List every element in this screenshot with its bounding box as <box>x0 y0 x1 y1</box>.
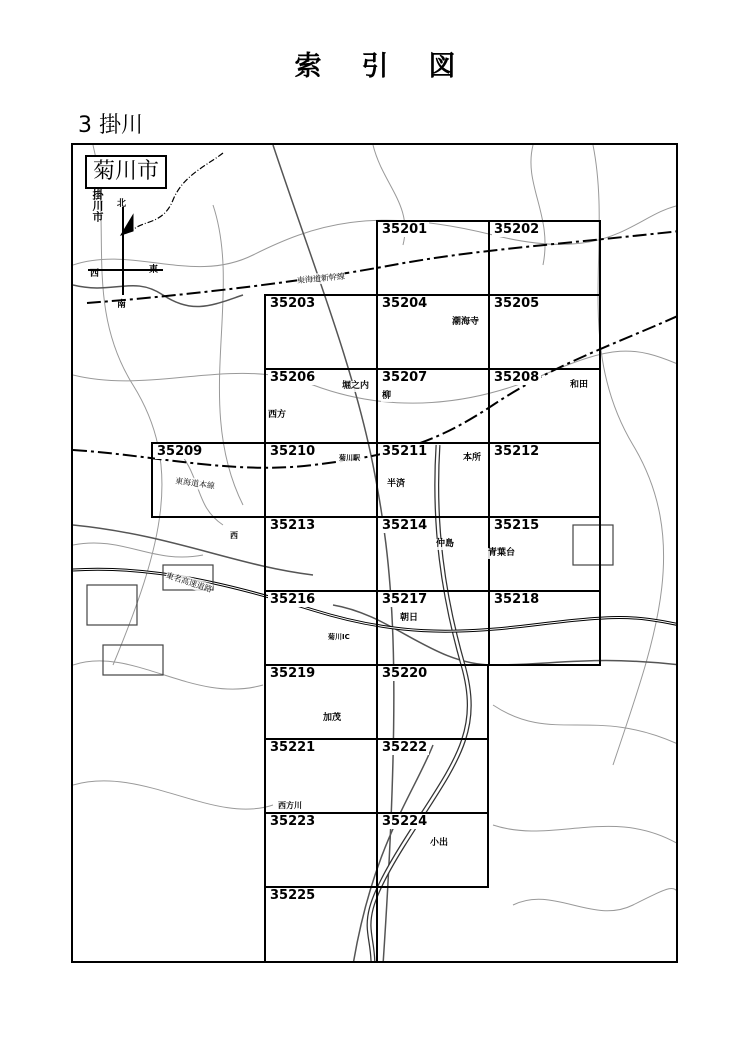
tile-label: 35204 <box>382 296 428 311</box>
place-honjo: 本所 <box>463 453 482 463</box>
tile-35207[interactable] <box>376 368 490 444</box>
tile-label: 35202 <box>494 222 540 237</box>
tile-35204[interactable] <box>376 294 490 370</box>
place-nishikata-river: 西方川 <box>278 801 302 810</box>
neighbor-city-label: 掛川市 <box>91 189 104 222</box>
tile-label: 35223 <box>270 814 316 829</box>
tile-35206[interactable] <box>264 368 378 444</box>
place-aobadai: 青葉台 <box>488 548 516 558</box>
tile-label: 35213 <box>270 518 316 533</box>
tile-label: 35219 <box>270 666 316 681</box>
place-hanzumi: 半済 <box>387 479 406 489</box>
place-kikugawa-ic: 菊川IC <box>328 633 350 641</box>
tile-35216[interactable] <box>264 590 378 666</box>
tile-35222[interactable] <box>376 738 489 814</box>
place-nishi: 西 <box>230 531 238 540</box>
place-horinouchi: 堀之内 <box>342 381 370 391</box>
place-kikugawa-station: 菊川駅 <box>339 454 360 462</box>
tile-label: 35216 <box>270 592 316 607</box>
tile-label: 35221 <box>270 740 316 755</box>
tile-35225[interactable] <box>264 886 378 963</box>
tile-35218[interactable] <box>488 590 601 666</box>
tile-35223[interactable] <box>264 812 378 888</box>
tile-label: 35225 <box>270 888 316 903</box>
compass-west-label: 西 <box>90 269 100 279</box>
place-kamo: 加茂 <box>323 713 342 723</box>
tile-35214[interactable] <box>376 516 490 592</box>
tile-35209[interactable] <box>151 442 266 518</box>
tile-label: 35218 <box>494 592 540 607</box>
tile-35202[interactable] <box>488 220 601 296</box>
place-nishikata: 西方 <box>268 410 287 420</box>
shinkansen-label: 東海道新幹線 <box>296 271 346 286</box>
index-map[interactable] <box>71 143 678 963</box>
tile-label: 35212 <box>494 444 540 459</box>
tile-label: 35206 <box>270 370 316 385</box>
tile-label: 35222 <box>382 740 428 755</box>
page-title: 索引図 <box>294 51 496 82</box>
tile-35220[interactable] <box>376 664 489 740</box>
tile-label: 35217 <box>382 592 428 607</box>
tile-label: 35215 <box>494 518 540 533</box>
tile-35212[interactable] <box>488 442 601 518</box>
place-nakajima: 仲島 <box>436 539 455 549</box>
tile-label: 35220 <box>382 666 428 681</box>
tile-label: 35209 <box>157 444 203 459</box>
tile-label: 35210 <box>270 444 316 459</box>
tile-35205[interactable] <box>488 294 601 370</box>
tile-35203[interactable] <box>264 294 378 370</box>
city-label: 菊川市 <box>85 155 167 189</box>
place-yanagi: 柳 <box>382 391 392 401</box>
tile-35201[interactable] <box>376 220 490 296</box>
tile-label: 35224 <box>382 814 428 829</box>
tile-label: 35205 <box>494 296 540 311</box>
compass-north-label: 北 <box>117 199 127 209</box>
tile-35219[interactable] <box>264 664 378 740</box>
tile-35213[interactable] <box>264 516 378 592</box>
tile-label: 35203 <box>270 296 316 311</box>
tile-label: 35211 <box>382 444 428 459</box>
compass-east-label: 東 <box>149 265 159 275</box>
place-oide: 小出 <box>430 838 449 848</box>
tile-35224[interactable] <box>376 812 489 888</box>
tile-label: 35208 <box>494 370 540 385</box>
tile-35217[interactable] <box>376 590 490 666</box>
tile-label: 35214 <box>382 518 428 533</box>
tokaido-main-line-label: 東海道本線 <box>174 476 216 491</box>
tomei-expressway-label: 東名高速道路 <box>164 570 214 595</box>
place-chokaiji: 潮海寺 <box>452 317 480 327</box>
tile-label: 35207 <box>382 370 428 385</box>
tile-label: 35201 <box>382 222 428 237</box>
compass-south-label: 南 <box>117 300 127 310</box>
section-title: 3 掛川 <box>78 113 143 138</box>
place-asahi: 朝日 <box>400 613 419 623</box>
place-wada: 和田 <box>570 380 589 390</box>
